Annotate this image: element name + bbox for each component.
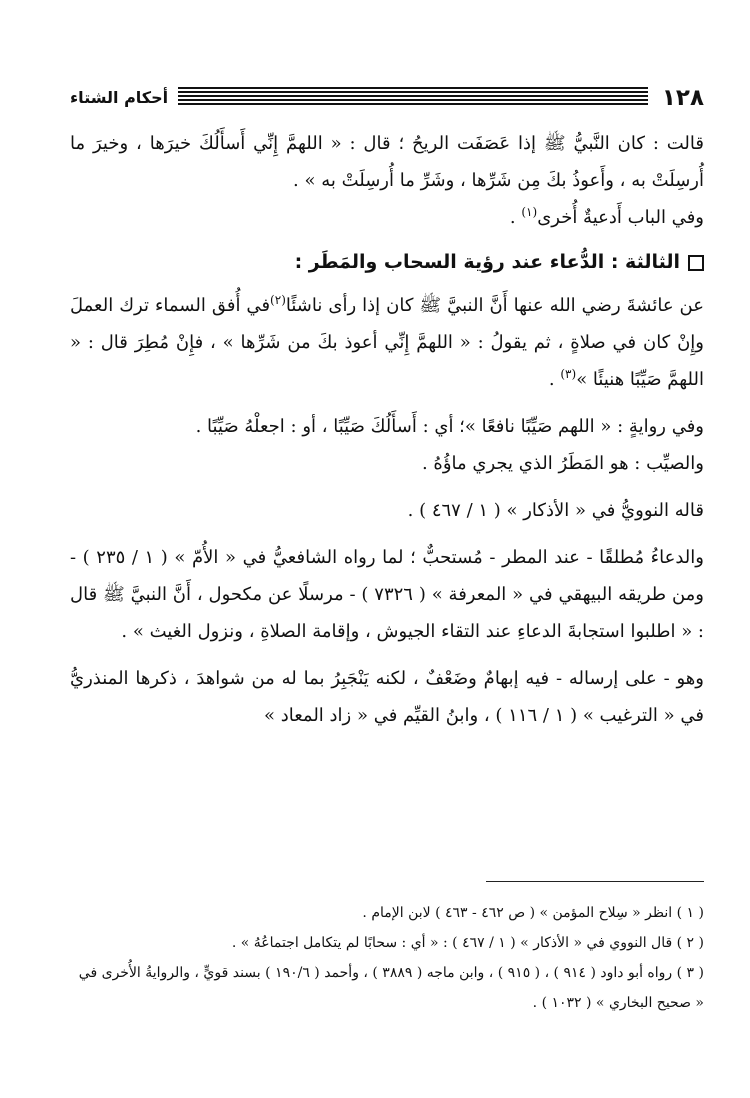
footnote-ref: (٣)	[560, 367, 577, 381]
footnote-ref: (٢)	[270, 293, 286, 307]
paragraph: وفي روايةٍ : « اللهم صَيِّبًا نافعًا »؛ أي : أَسأَلُكَ صَيِّبًا ، أو : اجعلْهُ صَيِّبًا .	[195, 416, 704, 437]
paragraph: وهو - على إرساله - فيه إبهامٌ وضَعْفٌ ، لكنه يَنْجَبِرُ بما له من شواهدَ ، ذكرها المنذريُّ في « الترغيب » ( ١ / ١١٦ ) ، وابنُ القيِّم في « زاد المعاد »	[70, 668, 704, 726]
section-heading	[70, 244, 704, 281]
footnotes	[70, 898, 704, 1018]
book-title: أحكام الشتاء	[70, 88, 169, 107]
paragraph: والصيِّب : هو المَطَرُ الذي يجري ماؤُهُ .	[421, 453, 704, 474]
paragraph-text: عن عائشةَ رضي الله عنها أَنَّ النبيَّ ﷺ كان إذا رأى ناشئًا	[285, 295, 704, 316]
section-heading-text: الثالثة : الدُّعاء عند رؤية السحاب والمَطَر :	[294, 251, 680, 273]
page-header	[70, 84, 704, 112]
footnote: ( ٣ ) رواه أبو داود ( ٩١٤ ) ، ( ٩١٥ ) ، وابن ماجه ( ٣٨٨٩ ) ، وأحمد ( ١٩٠/٦ ) بسند قويٍّ ، والروايةُ الأُخرى في « صحيح البخاري » ( ١٠٣٢ ) .	[78, 965, 704, 1011]
paragraph: قاله النوويُّ في « الأذكار » ( ١ / ٤٦٧ ) .	[407, 500, 704, 521]
square-bullet-icon	[688, 255, 704, 271]
paragraph	[70, 287, 704, 398]
paragraph-text: وفي الباب أَدعيةٌ أُخرى	[537, 207, 704, 228]
paragraph-end: .	[509, 207, 522, 228]
footnote: ( ١ ) انظر « سِلاح المؤمن » ( ص ٤٦٢ - ٤٦٣ ) لابن الإمام .	[362, 905, 704, 921]
paragraph: قالت : كان النَّبيُّ ﷺ إذا عَصَفَت الريحُ ؛ قال : « اللهمَّ إِنِّي أَسأَلُكَ خيرَها ، وخيرَ ما أُرسِلَتْ به ، وأَعوذُ بكَ مِن شَرِّها ، وشَرِّ ما أُرسِلَتْ به » .	[70, 133, 704, 191]
page-number: ١٢٨	[661, 85, 704, 111]
paragraph: والدعاءُ مُطلقًا - عند المطر - مُستحبٌّ ؛ لما رواه الشافعيُّ في « الأُمّ » ( ١ / ٢٣٥ ) - ومن طريقه البيهقي في « المعرفة » ( ٧٣٢٦ ) - مرسلًا عن مكحول ، أَنَّ النبيَّ ﷺ قال : « اطلبوا استجابةَ الدعاءِ عند التقاء الجيوش ، وإقامة الصلاةِ ، ونزول الغيث » .	[70, 547, 704, 642]
footnote-divider	[486, 881, 704, 882]
footnote-ref: (١)	[521, 205, 538, 219]
paragraph-text: في أُفق السماء ترك العملَ وإِنْ كان في صلاةٍ ، ثم يقولُ : « اللهمَّ إِنِّي أعوذ بكَ من شَرِّها » ، فإِنْ مُطِرَ قال : « اللهمَّ صَيِّبًا هنيئًا »	[70, 295, 704, 390]
paragraph-end: .	[548, 369, 561, 390]
header-rule	[178, 87, 648, 107]
main-text	[70, 125, 704, 734]
footnote: ( ٢ ) قال النووي في « الأذكار » ( ١ / ٤٦٧ ) : « أي : سحابًا لم يتكامل اجتماعُهُ » .	[231, 935, 704, 951]
paragraph	[70, 199, 704, 236]
